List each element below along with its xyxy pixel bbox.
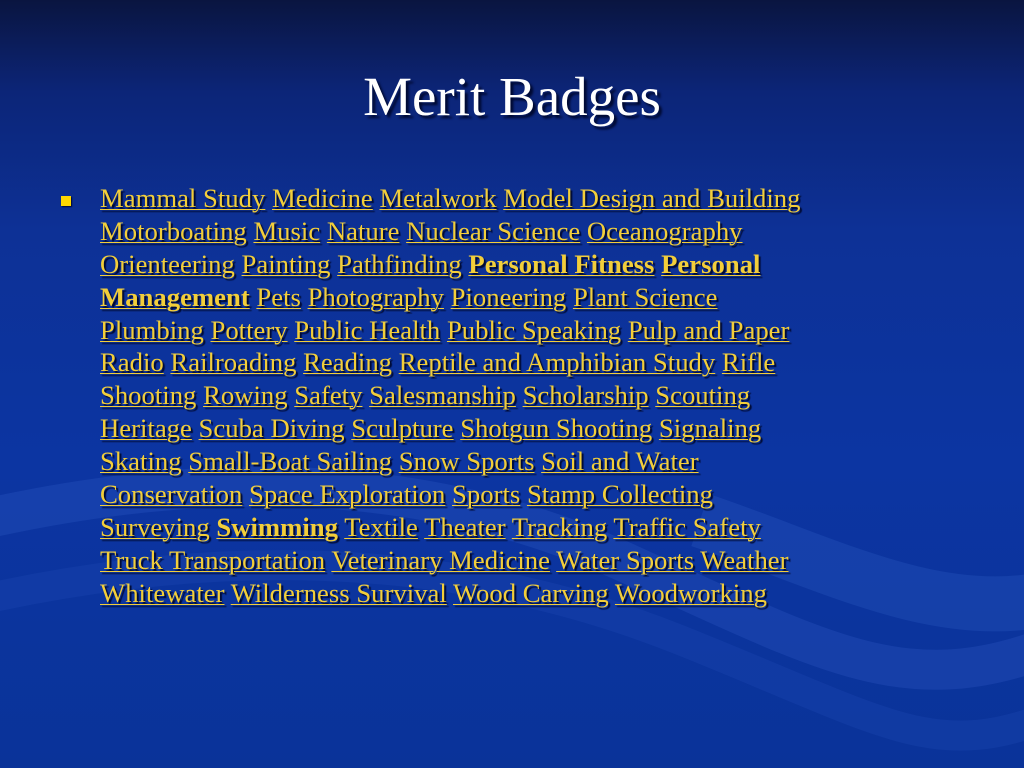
merit-badge-link[interactable]: Tracking [511, 511, 608, 542]
badge-line [100, 544, 970, 577]
merit-badge-link[interactable]: Oceanography [586, 215, 743, 246]
merit-badge-link[interactable]: Sculpture [351, 413, 454, 444]
merit-badge-link[interactable]: Plumbing [100, 314, 204, 345]
merit-badge-link[interactable]: Reading [303, 347, 393, 378]
badge-line [100, 215, 970, 248]
merit-badge-link[interactable]: Skating [100, 446, 182, 477]
merit-badge-link[interactable]: Reptile and Amphibian Study [398, 347, 716, 378]
badge-line [100, 182, 970, 215]
badge-line [100, 314, 970, 347]
merit-badge-link[interactable]: Nuclear Science [406, 215, 581, 246]
merit-badge-link[interactable]: Personal Fitness [468, 248, 655, 279]
merit-badge-link[interactable]: Swimming [216, 511, 338, 542]
merit-badge-link[interactable]: Nature [326, 215, 400, 246]
merit-badge-link[interactable]: Pioneering [450, 281, 567, 312]
merit-badge-link[interactable]: Shotgun Shooting [460, 413, 653, 444]
merit-badge-link[interactable]: Space Exploration [248, 479, 446, 510]
merit-badge-link[interactable]: Painting [241, 248, 331, 279]
merit-badge-link[interactable]: Wilderness Survival [230, 577, 447, 608]
badge-line [100, 445, 970, 478]
badge-line [100, 478, 970, 511]
merit-badge-link[interactable]: Model Design and Building [503, 183, 801, 213]
merit-badge-link[interactable]: Rowing [203, 380, 288, 411]
merit-badge-link[interactable]: Railroading [170, 347, 297, 378]
merit-badge-link[interactable]: Pathfinding [337, 248, 462, 279]
merit-badge-link[interactable]: Wood Carving [452, 577, 609, 608]
badge-line [100, 346, 970, 379]
badge-line [100, 379, 970, 412]
merit-badge-link[interactable]: Public Health [294, 314, 441, 345]
merit-badge-link[interactable]: Veterinary Medicine [331, 544, 550, 575]
bullet-square-icon [61, 196, 71, 206]
merit-badge-link[interactable]: Pulp and Paper [627, 314, 790, 345]
merit-badge-link[interactable]: Metalwork [379, 183, 497, 213]
merit-badge-link[interactable]: Scholarship [522, 380, 649, 411]
merit-badge-link[interactable]: Rifle [721, 347, 776, 378]
badge-line [100, 577, 970, 610]
slide-title: Merit Badges [363, 66, 661, 127]
merit-badge-link[interactable]: Small-Boat Sailing [188, 446, 393, 477]
merit-badge-link[interactable]: Snow Sports [398, 446, 535, 477]
merit-badge-link[interactable]: Weather [700, 544, 789, 575]
merit-badge-link[interactable]: Conservation [100, 479, 243, 510]
merit-badge-link[interactable]: Scouting [655, 380, 751, 411]
merit-badge-link[interactable]: Salesmanship [369, 380, 516, 411]
badge-line [100, 281, 970, 314]
merit-badge-link[interactable]: Woodworking [614, 577, 767, 608]
merit-badge-link[interactable]: Plant Science [572, 281, 718, 312]
merit-badge-link[interactable]: Water Sports [556, 544, 695, 575]
merit-badge-link[interactable]: Stamp Collecting [526, 479, 713, 510]
merit-badge-link[interactable]: Personal [661, 248, 761, 279]
merit-badge-link[interactable]: Sports [452, 479, 521, 510]
merit-badge-link[interactable]: Pottery [210, 314, 288, 345]
merit-badge-link[interactable]: Music [253, 215, 321, 246]
merit-badge-link[interactable]: Management [100, 281, 250, 312]
merit-badge-link[interactable]: Theater [424, 511, 506, 542]
merit-badge-link[interactable]: Pets [256, 281, 301, 312]
merit-badge-link[interactable]: Truck Transportation [100, 544, 326, 575]
merit-badge-link[interactable]: Radio [100, 347, 164, 378]
merit-badge-link[interactable]: Traffic Safety [613, 511, 761, 542]
merit-badge-link[interactable]: Mammal Study [100, 183, 266, 213]
merit-badge-link[interactable]: Motorboating [100, 215, 247, 246]
merit-badge-link[interactable]: Heritage [100, 413, 192, 444]
merit-badge-list [100, 182, 970, 610]
merit-badge-link[interactable]: Photography [307, 281, 444, 312]
badge-line [100, 248, 970, 281]
merit-badge-link[interactable]: Public Speaking [446, 314, 622, 345]
badge-line [100, 511, 970, 544]
merit-badge-link[interactable]: Shooting [100, 380, 197, 411]
merit-badge-link[interactable]: Soil and Water [541, 446, 699, 477]
badge-line [100, 412, 970, 445]
merit-badge-link[interactable]: Medicine [271, 183, 373, 213]
merit-badge-link[interactable]: Safety [294, 380, 363, 411]
merit-badge-link[interactable]: Signaling [658, 413, 762, 444]
merit-badge-link[interactable]: Scuba Diving [198, 413, 345, 444]
merit-badge-link[interactable]: Whitewater [100, 577, 225, 608]
merit-badge-link[interactable]: Orienteering [100, 248, 235, 279]
merit-badge-link[interactable]: Surveying [100, 511, 210, 542]
merit-badge-link[interactable]: Textile [344, 511, 418, 542]
